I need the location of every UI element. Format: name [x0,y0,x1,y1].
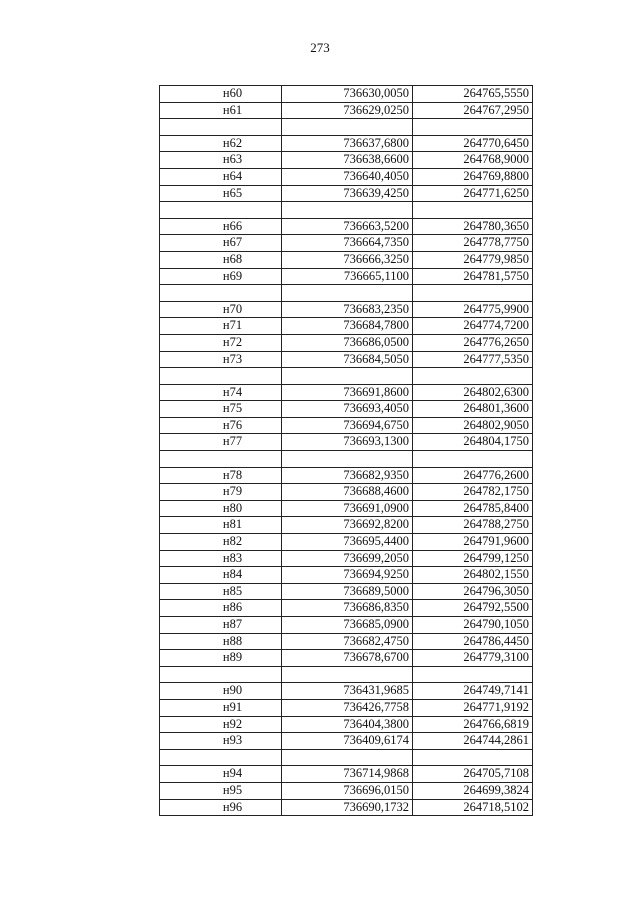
y-coordinate-cell: 264791,9600 [413,534,533,551]
y-coordinate-cell: 264782,1750 [413,484,533,501]
table-row [160,699,533,716]
x-coordinate-cell: 736682,9350 [282,467,413,484]
y-coordinate-cell: 264771,6250 [413,185,533,202]
table-row [160,268,533,285]
y-coordinate-cell [413,119,533,136]
point-cell: н83 [160,550,282,567]
x-coordinate-cell: 736699,2050 [282,550,413,567]
x-coordinate-cell: 736678,6700 [282,650,413,667]
y-coordinate-cell: 264796,3050 [413,583,533,600]
x-coordinate-cell [282,451,413,468]
point-cell: н96 [160,799,282,816]
point-cell: н92 [160,716,282,733]
y-coordinate-cell: 264785,8400 [413,500,533,517]
point-cell: н94 [160,766,282,783]
point-cell: н80 [160,500,282,517]
table-row-spacer [160,666,533,683]
y-coordinate-cell: 264774,7200 [413,318,533,335]
point-cell [160,119,282,136]
x-coordinate-cell: 736694,6750 [282,417,413,434]
point-cell: н90 [160,683,282,700]
y-coordinate-cell: 264779,3100 [413,650,533,667]
y-coordinate-cell: 264771,9192 [413,699,533,716]
y-coordinate-cell: 264781,5750 [413,268,533,285]
table-row [160,583,533,600]
x-coordinate-cell: 736630,0050 [282,86,413,103]
point-cell: н79 [160,484,282,501]
table-row [160,550,533,567]
point-cell: н65 [160,185,282,202]
table-row [160,484,533,501]
point-cell [160,368,282,385]
y-coordinate-cell: 264749,7141 [413,683,533,700]
x-coordinate-cell: 736693,1300 [282,434,413,451]
point-cell: н95 [160,782,282,799]
x-coordinate-cell: 736637,6800 [282,135,413,152]
x-coordinate-cell: 736683,2350 [282,301,413,318]
y-coordinate-cell: 264770,6450 [413,135,533,152]
x-coordinate-cell: 736665,1100 [282,268,413,285]
table-row [160,500,533,517]
y-coordinate-cell: 264777,5350 [413,351,533,368]
point-cell: н68 [160,251,282,268]
y-coordinate-cell: 264699,3824 [413,782,533,799]
y-coordinate-cell: 264766,6819 [413,716,533,733]
point-cell: н87 [160,617,282,634]
table-row-spacer [160,749,533,766]
table-row [160,467,533,484]
x-coordinate-cell: 736689,5000 [282,583,413,600]
x-coordinate-cell: 736666,3250 [282,251,413,268]
y-coordinate-cell: 264786,4450 [413,633,533,650]
x-coordinate-cell: 736426,7758 [282,699,413,716]
table-row [160,417,533,434]
point-cell [160,749,282,766]
x-coordinate-cell: 736694,9250 [282,567,413,584]
table-row-spacer [160,451,533,468]
point-cell: н82 [160,534,282,551]
y-coordinate-cell: 264769,8800 [413,168,533,185]
y-coordinate-cell: 264804,1750 [413,434,533,451]
point-cell: н85 [160,583,282,600]
x-coordinate-cell: 736629,0250 [282,102,413,119]
x-coordinate-cell [282,285,413,302]
x-coordinate-cell: 736638,6600 [282,152,413,169]
y-coordinate-cell: 264790,1050 [413,617,533,634]
table-row [160,218,533,235]
y-coordinate-cell: 264775,9900 [413,301,533,318]
point-cell: н78 [160,467,282,484]
x-coordinate-cell: 736693,4050 [282,401,413,418]
y-coordinate-cell: 264788,2750 [413,517,533,534]
table-row [160,135,533,152]
x-coordinate-cell [282,119,413,136]
y-coordinate-cell: 264799,1250 [413,550,533,567]
y-coordinate-cell: 264776,2600 [413,467,533,484]
point-cell: н72 [160,334,282,351]
point-cell: н64 [160,168,282,185]
x-coordinate-cell: 736664,7350 [282,235,413,252]
y-coordinate-cell: 264792,5500 [413,600,533,617]
table-row [160,683,533,700]
point-cell: н86 [160,600,282,617]
x-coordinate-cell: 736404,3800 [282,716,413,733]
y-coordinate-cell: 264768,9000 [413,152,533,169]
point-cell: н61 [160,102,282,119]
table-row [160,650,533,667]
y-coordinate-cell: 264744,2861 [413,733,533,750]
y-coordinate-cell [413,285,533,302]
y-coordinate-cell: 264802,1550 [413,567,533,584]
point-cell: н81 [160,517,282,534]
coordinates-table [159,85,533,816]
point-cell: н70 [160,301,282,318]
y-coordinate-cell: 264776,2650 [413,334,533,351]
x-coordinate-cell: 736684,5050 [282,351,413,368]
point-cell: н84 [160,567,282,584]
x-coordinate-cell: 736688,4600 [282,484,413,501]
y-coordinate-cell [413,202,533,219]
x-coordinate-cell [282,749,413,766]
point-cell: н93 [160,733,282,750]
point-cell: н76 [160,417,282,434]
x-coordinate-cell: 736639,4250 [282,185,413,202]
table-row [160,235,533,252]
x-coordinate-cell: 736691,0900 [282,500,413,517]
point-cell [160,285,282,302]
table-row [160,567,533,584]
point-cell: н88 [160,633,282,650]
point-cell [160,451,282,468]
table-row-spacer [160,368,533,385]
table-row [160,102,533,119]
x-coordinate-cell: 736431,9685 [282,683,413,700]
y-coordinate-cell [413,749,533,766]
y-coordinate-cell: 264779,9850 [413,251,533,268]
table-row-spacer [160,285,533,302]
y-coordinate-cell: 264765,5550 [413,86,533,103]
table-row-spacer [160,202,533,219]
x-coordinate-cell: 736686,0500 [282,334,413,351]
table-row [160,351,533,368]
y-coordinate-cell: 264778,7750 [413,235,533,252]
table-row [160,799,533,816]
table-row [160,600,533,617]
table-row [160,716,533,733]
table-row-spacer [160,119,533,136]
table-row [160,617,533,634]
page-number: 273 [310,40,330,55]
table-row [160,434,533,451]
table-row [160,318,533,335]
table-row [160,384,533,401]
table-row [160,185,533,202]
y-coordinate-cell: 264718,5102 [413,799,533,816]
table-row [160,782,533,799]
point-cell: н67 [160,235,282,252]
table-row [160,152,533,169]
table-row [160,766,533,783]
point-cell: н63 [160,152,282,169]
point-cell: н66 [160,218,282,235]
x-coordinate-cell: 736686,8350 [282,600,413,617]
y-coordinate-cell: 264802,6300 [413,384,533,401]
coordinates-table-body [160,86,533,816]
x-coordinate-cell: 736695,4400 [282,534,413,551]
point-cell: н60 [160,86,282,103]
table-row [160,86,533,103]
point-cell: н77 [160,434,282,451]
x-coordinate-cell: 736692,8200 [282,517,413,534]
table-row [160,517,533,534]
point-cell: н73 [160,351,282,368]
table-row [160,534,533,551]
y-coordinate-cell [413,368,533,385]
x-coordinate-cell: 736685,0900 [282,617,413,634]
x-coordinate-cell: 736714,9868 [282,766,413,783]
x-coordinate-cell: 736691,8600 [282,384,413,401]
x-coordinate-cell: 736682,4750 [282,633,413,650]
point-cell: н74 [160,384,282,401]
point-cell: н69 [160,268,282,285]
y-coordinate-cell: 264801,3600 [413,401,533,418]
x-coordinate-cell [282,666,413,683]
table-row [160,168,533,185]
x-coordinate-cell [282,368,413,385]
x-coordinate-cell: 736696,0150 [282,782,413,799]
table-row [160,401,533,418]
y-coordinate-cell [413,666,533,683]
y-coordinate-cell: 264780,3650 [413,218,533,235]
table-row [160,733,533,750]
y-coordinate-cell: 264705,7108 [413,766,533,783]
point-cell: н62 [160,135,282,152]
x-coordinate-cell: 736690,1732 [282,799,413,816]
point-cell: н75 [160,401,282,418]
x-coordinate-cell [282,202,413,219]
x-coordinate-cell: 736640,4050 [282,168,413,185]
table-row [160,301,533,318]
point-cell: н71 [160,318,282,335]
y-coordinate-cell: 264802,9050 [413,417,533,434]
point-cell: н91 [160,699,282,716]
x-coordinate-cell: 736409,6174 [282,733,413,750]
x-coordinate-cell: 736684,7800 [282,318,413,335]
table-row [160,633,533,650]
table-row [160,334,533,351]
point-cell: н89 [160,650,282,667]
point-cell [160,666,282,683]
table-row [160,251,533,268]
y-coordinate-cell: 264767,2950 [413,102,533,119]
y-coordinate-cell [413,451,533,468]
x-coordinate-cell: 736663,5200 [282,218,413,235]
point-cell [160,202,282,219]
